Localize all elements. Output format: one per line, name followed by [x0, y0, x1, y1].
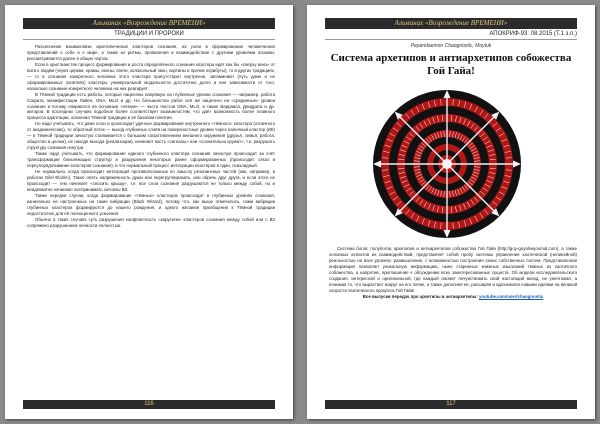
youtube-link[interactable]: youtube.com/user/chaognostic — [479, 293, 544, 299]
issue-label: АПОКРИФ-93: 08.2015 (Т.1 з.п.) — [325, 30, 577, 40]
closing-text: Все выпуски передач про архетипы и антиархетипы: — [362, 293, 478, 299]
paragraph: Также нередки случаи, когда формирование «тёмных» кластеров происходит в глубинных уровнях сознания, изначально не настроенных на такие вибрации (Black Wizard), потому что, как выше отмечалось, сами вибрации глубинных кластеров формируются до нашего рождения, и одного желания приобщения к Тёмной традиции недостаточно для её полноценного усвоения. — [27, 192, 275, 216]
page-number: 117 — [325, 400, 577, 409]
paragraph: В Тёмной традиции есть работы, которые нацелены напрямую на глубинные уровни сознания — например, работа Сократа, манифестации Лайен, ONA, MLO и др. Но большинство работ всё же нацелено на «срединные» уровни сознания и потому опираются на основные «лёгкие» — части текстов ONA, MLO, а также Варравса, Деидрата и др. авторов. В последних случаях подобное более соответствует возможностям, что даёт возможность более плавного процесса адаптации, освоения Тёмной традиции в её базовом понятии. — [27, 91, 275, 121]
article-author: Pependaemon Chaognostic, Moytuk — [410, 43, 492, 49]
paragraph: Также надо учитывать, что формирование единого глубинного кластера сознания зачастую происходит за счёт трансформации близлежащих структур и разрушения некоторых ранее сформированных (происходит отказ и переупорядочивание кластеров сознания), и что нормальный процесс интеграции кластеров в один, психоидный. — [27, 151, 275, 169]
paragraph: Если в христианстве процесс формирования и роста определённого сознания кластера идёт как бы «сверху вниз» от Бога к людям (через церкви, храмы, иконы, свечи, колокольный звон, картины и прочие атрибуты), то в других традициях, — то в сознание конкретного человека этого кластера присутствуют внутренне, запоминают (путь даже и не сформированных понятиях) кластеры универсальной модальности достаточно долго и вне зависимости от того, насколько сознание конкретного человека на них реагирует. — [27, 61, 275, 91]
body-text — [27, 44, 275, 229]
running-header: Альманах «Возрождение ВРЕМЕНИ» — [23, 18, 275, 29]
right-page — [307, 5, 595, 419]
paragraph: Обычно в таких случаях суть разрушения конфликтность «карусели» кластеров сознания между собой или с ВЗ сопряжено разрушением личности полностью. — [27, 216, 275, 228]
page-number: 116 — [23, 400, 275, 409]
paragraph: Но надо учитывать, что даже если и происходит удачное формирование внутреннего «тёмного» кластера (отличного от академических), то обратный поток — выход глубинных слоёв на поверхностные уровни через наличный кластер (ИК) — в Тёмной традиции зачастую сталкивается с большим сопротивлением внешнего окружения (друзья, семья, работа, общество в целом), не находя выхода (реализации), начинает пасть «сигналы» или «сознательно кружат», т.е. разрушать структуру сознания изнутри. — [27, 121, 275, 151]
left-page — [5, 5, 293, 419]
mandala-center — [442, 159, 452, 169]
running-header: Альманах «Возрождение ВРЕМЕНИ» — [325, 18, 577, 29]
paragraph: Система богов, полубогов, архетипов и антиархетипов собожества Гой Гайа (http://goy-goyalivejournal.com), а также основных аспектов их взаимодействий, представляет собой пробу системы управления хаотической (нелинейной) реальностью на всех уровнях: размышление, с возможностью построения своих собственных систем. Представленная информация позволяет уникальную информацию, ныне старинных книжных изысканий тёмных из хаотичного собожества, а напротив, приглашение к обсуждению всех заинтересованных существ. Об модели исследовательского создания, интересной и оригинальной, где каждый сможет почувствовать свой настоящий вклад, не уничтожая, а понимая то, что вырастает вокруг на его почве, а также дополняя её, расширяя и вдохновляя новыми идеями на великой скорости хаотического процесса Гой Гайа! — [329, 246, 577, 293]
section-title: ТРАДИЦИИ И ПРОРОКИ — [23, 30, 275, 40]
body-text — [329, 246, 577, 300]
closing-line — [329, 294, 577, 300]
paragraph: Разъяснение взаимосвязи архетипических кластеров сознания, их роли в формировании человеческих представлений о себе и о мире, а также их ритмы, проявления и взаимодействие с другими уровнями психики, рассматривается далее в общих чертах. — [27, 44, 275, 61]
article-title: Система архетипов и антиархетипов собожества Гой Гайа! — [330, 52, 572, 77]
chaos-star-mandala-image — [345, 90, 549, 238]
paragraph: Не нормально, когда происходит интеграция противоположных по смыслу резонансных частей (как, например, в работах Gilel Elohim). Такое опять напряжённость души или перегруппировать, или обречь друг друга, и если этого не происходит — тем начинает «сносить крышу», т.е. все слои сознания разрушаются не только между собой, но и неадекватно начинают воспринимать сигналы ВЗ. — [27, 169, 275, 192]
